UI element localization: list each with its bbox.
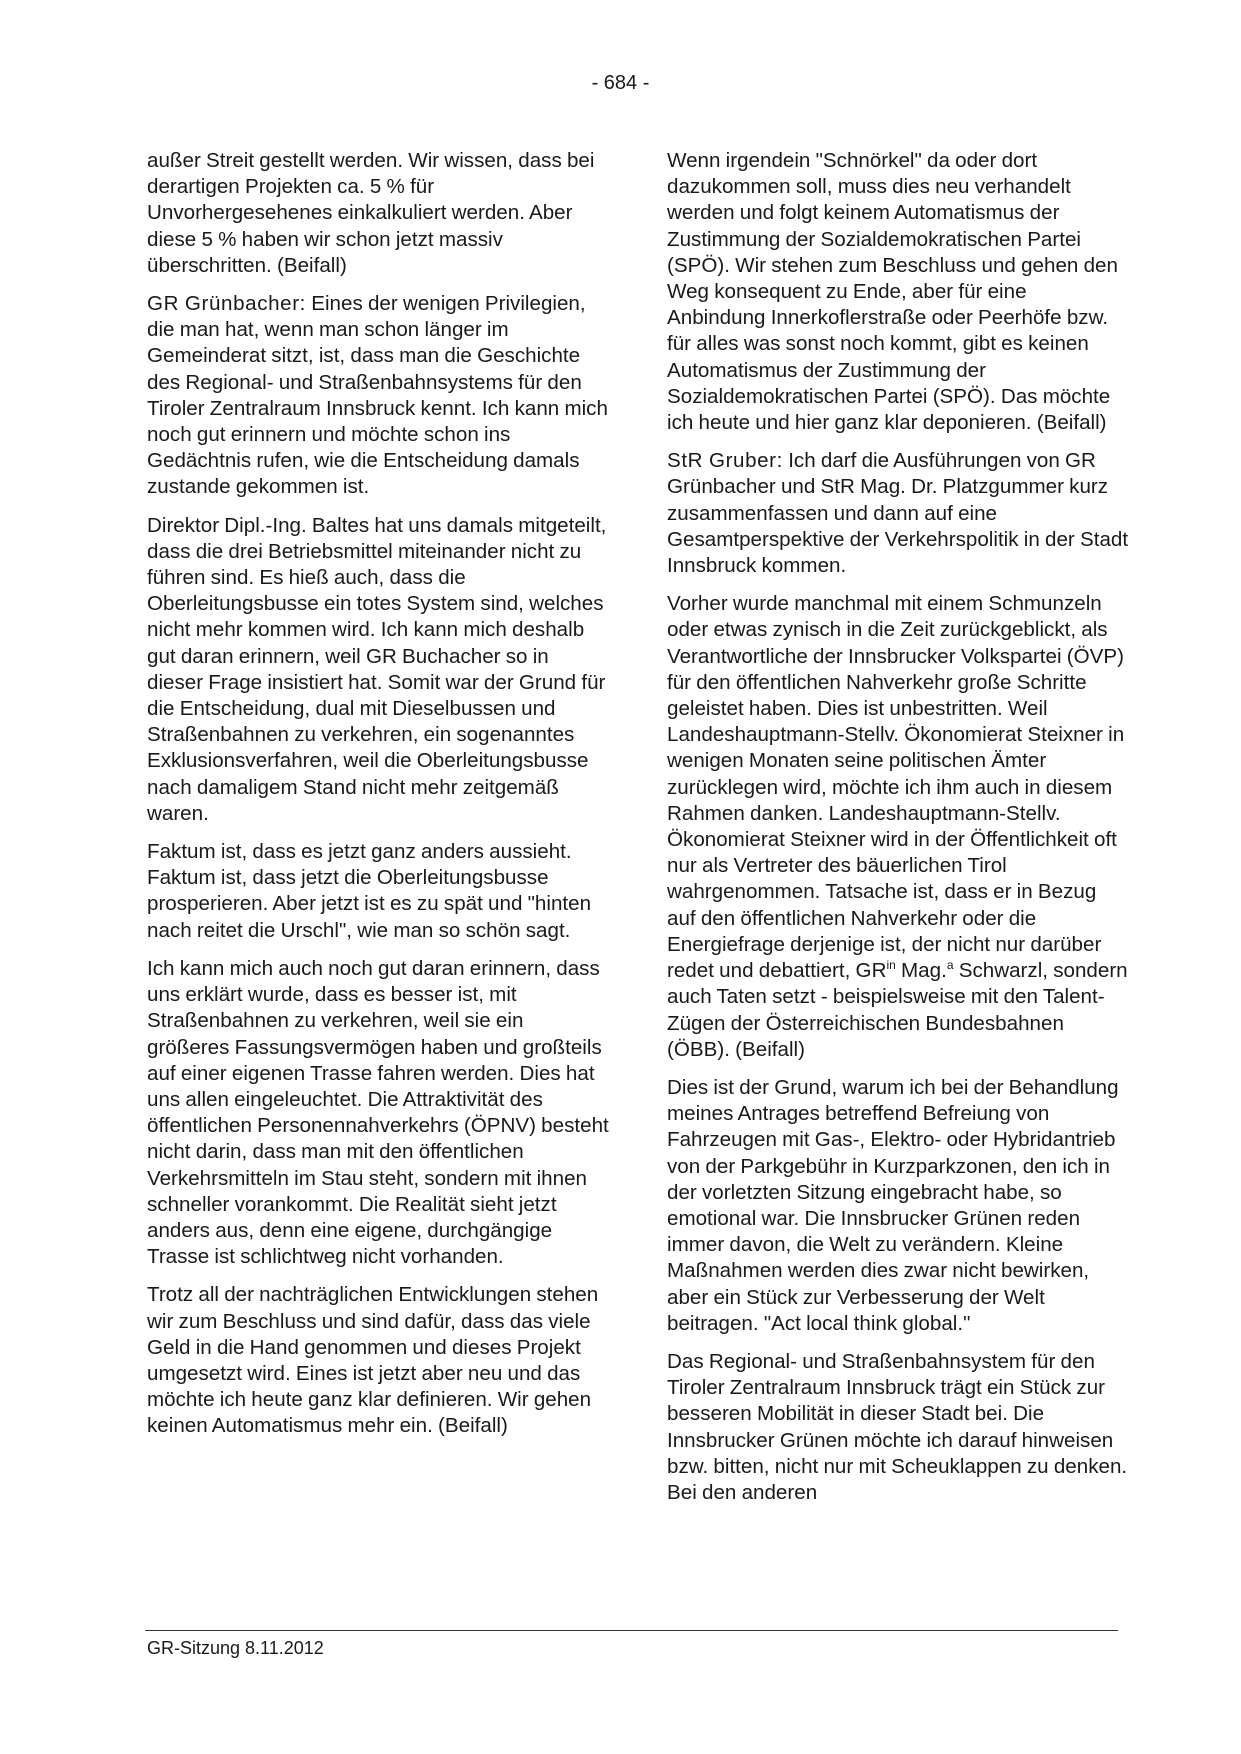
paragraph-text: Faktum ist, dass es jetzt ganz anders aussieht. Faktum ist, dass jetzt die Oberleitungsbusse prosperieren. Aber jetzt ist es zu spät und "hinten nach reitet die Urschl", wie man so schön sagt. bbox=[147, 840, 592, 942]
left-column bbox=[147, 148, 609, 1452]
paragraph bbox=[667, 148, 1129, 436]
paragraph bbox=[147, 148, 609, 279]
paragraph-text: Schwarzl, sondern auch Taten setzt - beispielsweise mit den Talent-Zügen der Österreichischen Bundesbahnen (ÖBB). (Beifall) bbox=[667, 959, 1128, 1061]
paragraph-text: Vorher wurde manchmal mit einem Schmunzeln oder etwas zynisch in die Zeit zurückgeblickt, als Verantwortliche der Innsbrucker Volkspartei (ÖVP) für den öffentlichen Nahverkehr große Schritte geleistet haben. Dies ist unbestritten. Weil Landeshauptmann-Stellv. Ökonomierat Steixner in wenigen Monaten seine politischen Ämter zurücklegen wird, möchte ich ihm auch in diesem Rahmen danken. Landeshauptmann-Stellv. Ökonomierat Steixner wird in der Öffentlichkeit oft nur als Vertreter des bäuerlichen Tirol wahrgenommen. Tatsache ist, dass er in Bezug auf den öffentlichen Nahverkehr oder die Energiefrage derjenige ist, der nicht nur darüber redet und debattiert, GR bbox=[667, 592, 1125, 983]
right-column bbox=[667, 148, 1129, 1518]
speaker-name: StR Gruber: bbox=[667, 449, 783, 473]
paragraph bbox=[667, 591, 1129, 1063]
paragraph-text: Ich darf die Ausführungen von GR Grünbacher und StR Mag. Dr. Platzgummer kurz zusammenfassen und dann auf eine Gesamtperspektive der Verkehrspolitik in der Stadt Innsbruck kommen. bbox=[667, 449, 1129, 578]
paragraph bbox=[667, 1075, 1129, 1337]
paragraph bbox=[147, 513, 609, 827]
paragraph bbox=[667, 1349, 1129, 1506]
paragraph-text: Ich kann mich auch noch gut daran erinnern, dass uns erklärt wurde, dass es besser ist, mit Straßenbahnen zu verkehren, weil sie ein größeres Fassungsvermögen haben und großteils auf einer eigenen Trasse fahren werden. Dies hat uns allen eingeleuchtet. Die Attraktivität des öffentlichen Personennahverkehrs (ÖPNV) besteht nicht darin, dass man mit den öffentlichen Verkehrsmitteln im Stau steht, sondern mit ihnen schneller vorankommt. Die Realität sieht jetzt anders aus, denn eine eigene, durchgängige Trasse ist schlichtweg nicht vorhanden. bbox=[147, 956, 609, 1269]
page-number: - 684 - bbox=[591, 72, 650, 94]
paragraph-text: Mag. bbox=[895, 959, 947, 983]
paragraph bbox=[147, 956, 609, 1270]
paragraph bbox=[147, 1282, 609, 1439]
paragraph bbox=[667, 448, 1129, 579]
superscript: in bbox=[886, 958, 896, 973]
paragraph-text: Wenn irgendein "Schnörkel" da oder dort dazukommen soll, muss dies neu verhandelt werden und folgt keinem Automatismus der Zustimmung der Sozialdemokratischen Partei (SPÖ). Wir stehen zum Beschluss und gehen den Weg konsequent zu Ende, aber für eine Anbindung Innerkoflerstraße oder Peerhöfe bzw. für alles was sonst noch kommt, gibt es keinen Automatismus der Zustimmung der Sozialdemokratischen Partei (SPÖ). Das möchte ich heute und hier ganz klar deponieren. (Beifall) bbox=[667, 149, 1118, 435]
paragraph bbox=[147, 291, 609, 501]
paragraph bbox=[147, 839, 609, 944]
paragraph-text: Dies ist der Grund, warum ich bei der Behandlung meines Antrages betreffend Befreiung von Fahrzeugen mit Gas-, Elektro- oder Hybridantrieb von der Parkgebühr in Kurzparkzonen, den ich in der vorletzten Sitzung eingebracht habe, so emotional war. Die Innsbrucker Grünen reden immer davon, die Welt zu verändern. Kleine Maßnahmen werden dies zwar nicht bewirken, aber ein Stück zur Verbesserung der Welt beitragen. "Act local think global." bbox=[667, 1075, 1119, 1335]
paragraph-text: Eines der wenigen Privilegien, die man hat, wenn man schon länger im Gemeinderat sitzt, ist, dass man die Geschichte des Regional- und Straßenbahnsystems für den Tiroler Zentralraum Innsbruck kennt. Ich kann mich noch gut erinnern und möchte schon ins Gedächtnis rufen, wie die Entscheidung damals zustande gekommen ist. bbox=[147, 292, 608, 499]
speaker-name: GR Grünbacher: bbox=[147, 292, 306, 316]
footer-session-label: GR-Sitzung 8.11.2012 bbox=[147, 1638, 324, 1658]
paragraph-text: außer Streit gestellt werden. Wir wissen, dass bei derartigen Projekten ca. 5 % für Unvorhergesehenes einkalkuliert werden. Aber diese 5 % haben wir schon jetzt massiv überschritten. (Beifall) bbox=[147, 149, 595, 277]
footer-divider bbox=[145, 1630, 1118, 1631]
paragraph-text: Direktor Dipl.-Ing. Baltes hat uns damals mitgeteilt, dass die drei Betriebsmittel miteinander nicht zu führen sind. Es hieß auch, dass die Oberleitungsbusse ein totes System sind, welches nicht mehr kommen wird. Ich kann mich deshalb gut daran erinnern, weil GR Buchacher so in dieser Frage insistiert hat. Somit war der Grund für die Entscheidung, dual mit Dieselbussen und Straßenbahnen zu verkehren, ein sogenanntes Exklusionsverfahren, weil die Oberleitungsbusse nach damaligem Stand nicht mehr zeitgemäß waren. bbox=[147, 513, 607, 825]
paragraph-text: Das Regional- und Straßenbahnsystem für den Tiroler Zentralraum Innsbruck trägt ein Stück zur besseren Mobilität in dieser Stadt bei. Die Innsbrucker Grünen möchte ich darauf hinweisen bzw. bitten, nicht nur mit Scheuklappen zu denken. Bei den anderen bbox=[667, 1349, 1128, 1504]
paragraph-text: Trotz all der nachträglichen Entwicklungen stehen wir zum Beschluss und sind dafür, dass das viele Geld in die Hand genommen und dieses Projekt umgesetzt wird. Eines ist jetzt aber neu und das möchte ich heute ganz klar definieren. Wir gehen keinen Automatismus mehr ein. (Beifall) bbox=[147, 1283, 599, 1438]
superscript: a bbox=[946, 958, 954, 973]
